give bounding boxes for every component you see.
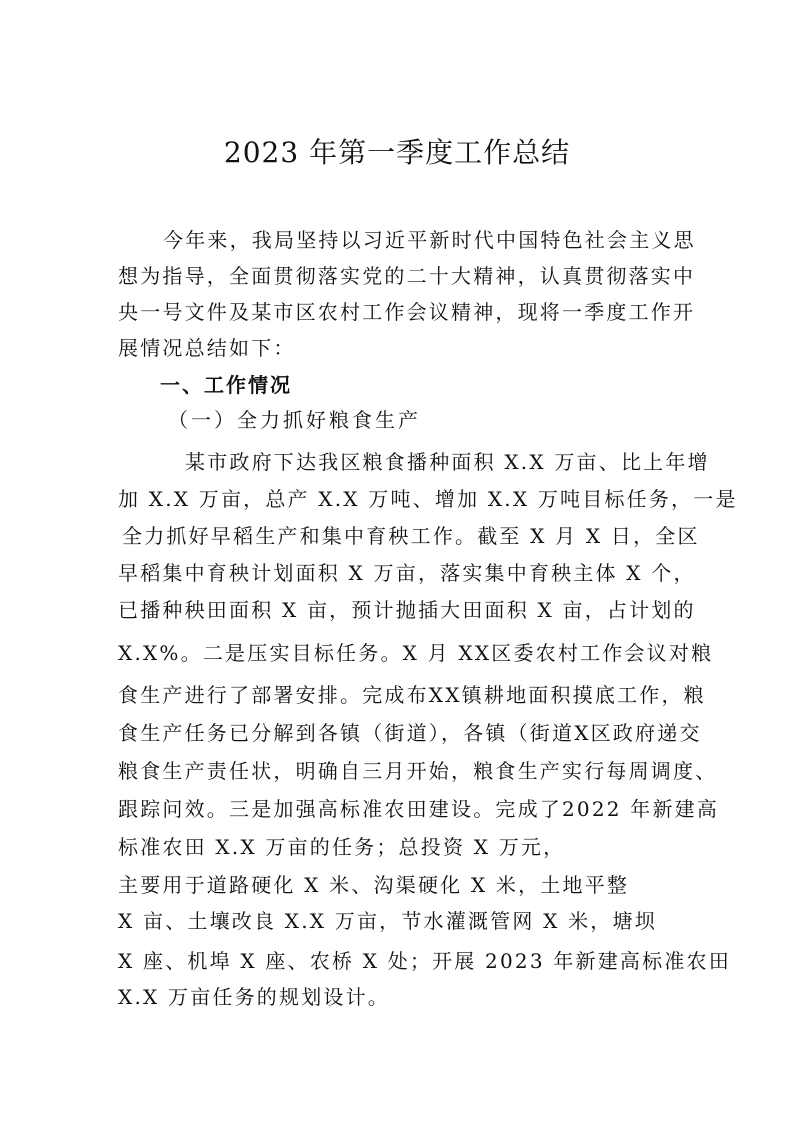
paragraph-line: 早稻集中育秧计划面积 X 万亩，落实集中育秧主体 X 个， [118, 561, 696, 585]
paragraph-line: 粮食生产责任状，明确自三月开始，粮食生产实行每周调度、 [118, 759, 718, 783]
paragraph-line: 央一号文件及某市区农村工作会议精神，现将一季度工作开 [118, 300, 696, 324]
paragraph-line: 食生产进行了部署安排。完成布XX镇耕地面积摸底工作，粮 [118, 683, 706, 707]
paragraph-line: X 亩、土壤改良 X.X 万亩，节水灌溉管网 X 米，塘坝 [118, 909, 657, 933]
paragraph-line: 加 X.X 万亩，总产 X.X 万吨、增加 X.X 万吨目标任务，一是 [118, 487, 738, 511]
paragraph-line: 某市政府下达我区粮食播种面积 X.X 万亩、比上年增 [185, 450, 710, 474]
paragraph-line: 全力抓好早稻生产和集中育秧工作。截至 X 月 X 日，全区 [122, 524, 700, 548]
paragraph-line: X 座、机埠 X 座、农桥 X 处；开展 2023 年新建高标准农田 [118, 949, 731, 973]
paragraph-line: 今年来，我局坚持以习近平新时代中国特色社会主义思 [163, 228, 696, 252]
paragraph-line: 跟踪问效。三是加强高标准农田建设。完成了2022 年新建高 [118, 797, 720, 821]
paragraph-line: 食生产任务已分解到各镇（街道），各镇（街道X区政府递交 [118, 721, 702, 745]
paragraph-line: X.X 万亩任务的规划设计。 [118, 985, 390, 1009]
paragraph-line: 已播种秧田面积 X 亩，预计抛插大田面积 X 亩，占计划的 [118, 598, 696, 622]
paragraph-line: 主要用于道路硬化 X 米、沟渠硬化 X 米，土地平整 [118, 873, 630, 897]
paragraph-line: 标准农田 X.X 万亩的任务；总投资 X 万元， [118, 835, 566, 859]
document-title: 2023 年第一季度工作总结 [223, 136, 571, 169]
section-heading: 一、工作情况 [160, 373, 292, 397]
paragraph-line: X.X%。二是压实目标任务。X 月 XX区委农村工作会议对粮 [118, 641, 714, 665]
paragraph-line: 展情况总结如下： [118, 336, 296, 360]
paragraph-line: 想为指导，全面贯彻落实党的二十大精神，认真贯彻落实中 [118, 264, 696, 288]
subsection-heading: （一）全力抓好粮食生产 [168, 408, 421, 432]
